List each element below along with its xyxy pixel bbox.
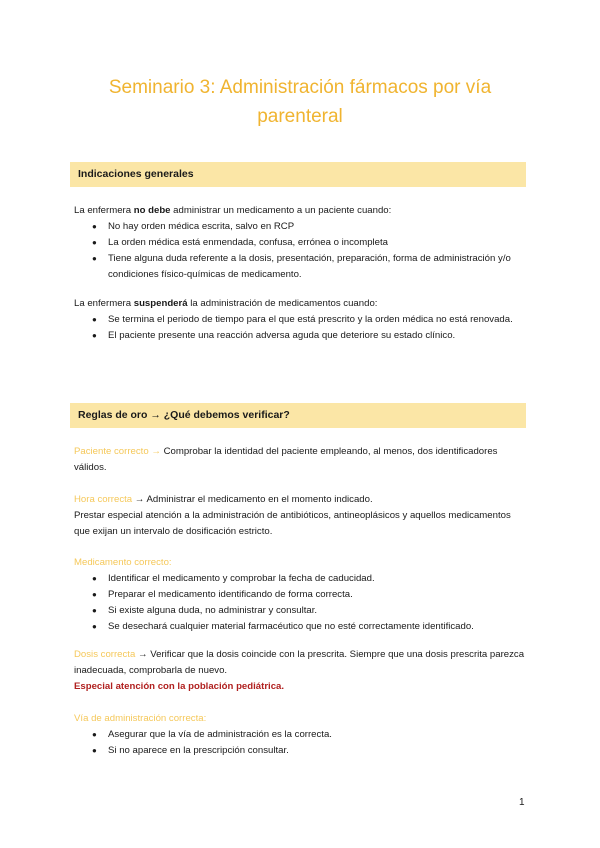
list-suspendera	[92, 312, 529, 344]
paragraph-dosis-correcta	[74, 647, 529, 695]
section-header-indicaciones: Indicaciones generales	[70, 162, 526, 187]
bullet-icon: ●	[92, 730, 97, 739]
bullet-icon: ●	[92, 622, 97, 631]
warning-text: Especial atención con la población pediátrica.	[74, 681, 285, 692]
list-via-administracion	[92, 727, 529, 759]
paragraph-hora-correcta	[74, 492, 529, 540]
bullet-icon: ●	[92, 222, 97, 231]
bullet-icon: ●	[92, 254, 97, 263]
label-medicamento-correcto	[74, 555, 529, 571]
bullet-icon: ●	[92, 331, 97, 340]
paragraph-no-debe	[74, 203, 529, 219]
list-item	[92, 312, 529, 328]
list-item-text: Si no aparece en la prescripción consultar.	[108, 745, 289, 756]
text-run: La enfermera	[74, 205, 134, 216]
list-item	[92, 571, 529, 587]
text-run: administrar un medicamento a un paciente cuando:	[170, 205, 392, 216]
title-line-2: parenteral	[257, 106, 343, 127]
rule-text: Comprobar la identidad del paciente empleando, al menos, dos identificadores válidos.	[74, 446, 498, 473]
bullet-icon: ●	[92, 574, 97, 583]
list-item-text: Tiene alguna duda referente a la dosis, presentación, preparación, forma de administración y/o condiciones físico-químicas de medicamento.	[108, 253, 511, 280]
list-medicamento-correcto	[92, 571, 529, 635]
list-item-text: No hay orden médica escrita, salvo en RCP	[108, 221, 295, 232]
arrow-icon: →	[132, 494, 147, 505]
rule-text: Administrar el medicamento en el momento indicado.	[146, 494, 373, 505]
bullet-icon: ●	[92, 238, 97, 247]
bullet-icon: ●	[92, 746, 97, 755]
section-header-reglas-de-oro: Reglas de oro → ¿Qué debemos verificar?	[70, 403, 526, 428]
list-item-text: La orden médica está enmendada, confusa, errónea o incompleta	[108, 237, 388, 248]
rule-text: Prestar especial atención a la administración de antibióticos, antineoplásicos y aquellos medicamentos que exijan un intervalo de dosificación estricto.	[74, 510, 511, 537]
rule-label: Vía de administración correcta:	[74, 713, 207, 724]
list-item-text: El paciente presente una reacción adversa aguda que deteriore su estado clínico.	[108, 330, 456, 341]
list-item-text: Identificar el medicamento y comprobar la fecha de caducidad.	[108, 573, 375, 584]
text-run: La enfermera	[74, 298, 134, 309]
list-item	[92, 328, 529, 344]
list-item-text: Se termina el periodo de tiempo para el que está prescrito y la orden médica no está renovada.	[108, 314, 513, 325]
bullet-icon: ●	[92, 606, 97, 615]
list-item	[92, 235, 529, 251]
list-item-text: Se desechará cualquier material farmacéutico que no esté correctamente identificado.	[108, 621, 474, 632]
document-title	[90, 73, 510, 131]
arrow-icon: →	[135, 649, 151, 660]
list-item-text: Preparar el medicamento identificando de forma correcta.	[108, 589, 353, 600]
list-item	[92, 219, 529, 235]
list-item	[92, 603, 529, 619]
arrow-icon: →	[148, 446, 164, 457]
rule-label: Medicamento correcto:	[74, 557, 172, 568]
rule-label: Paciente correcto	[74, 446, 149, 457]
list-item	[92, 587, 529, 603]
rule-label: Hora correcta	[74, 494, 133, 505]
list-item	[92, 743, 529, 759]
list-item	[92, 727, 529, 743]
rule-label: Dosis correcta	[74, 649, 136, 660]
label-via-administracion	[74, 711, 529, 727]
bullet-icon: ●	[92, 590, 97, 599]
list-item	[92, 251, 529, 283]
list-no-debe	[92, 219, 529, 283]
text-run: la administración de medicamentos cuando:	[187, 298, 378, 309]
list-item-text: Si existe alguna duda, no administrar y consultar.	[108, 605, 318, 616]
page-number: 1	[519, 797, 525, 808]
list-item-text: Asegurar que la vía de administración es la correcta.	[108, 729, 332, 740]
paragraph-suspendera	[74, 296, 529, 312]
rule-text: Verificar que la dosis coincide con la prescrita. Siempre que una dosis prescrita parezca inadecuada, comprobarla de nuevo.	[74, 649, 525, 676]
list-item	[92, 619, 529, 635]
bullet-icon: ●	[92, 315, 97, 324]
title-line-1: Seminario 3: Administración fármacos por vía	[108, 77, 492, 98]
bold-text: no debe	[133, 205, 171, 216]
bold-text: suspenderá	[133, 298, 188, 309]
paragraph-paciente-correcto	[74, 444, 529, 476]
